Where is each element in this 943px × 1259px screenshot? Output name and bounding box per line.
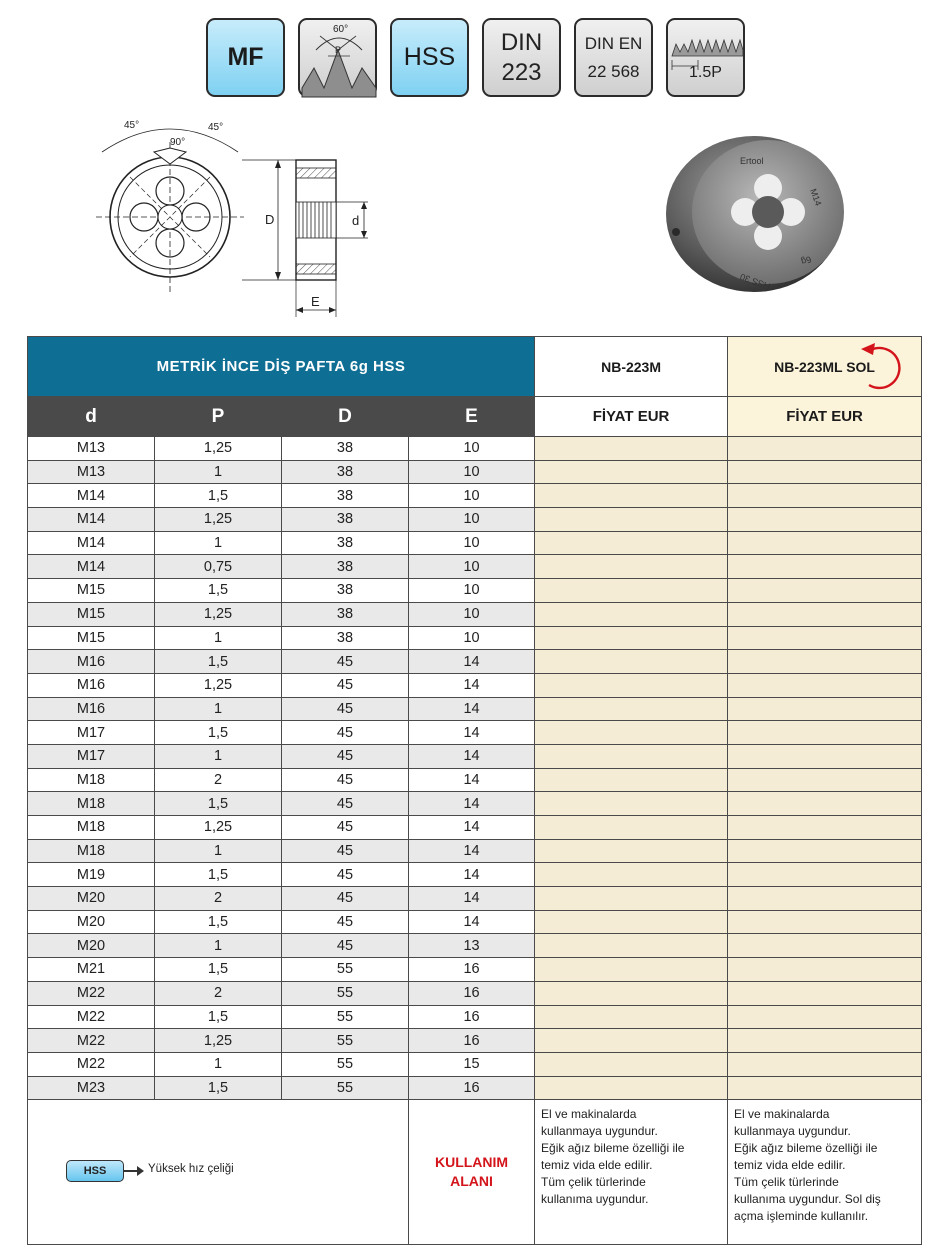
- cell-P: 1,25: [155, 816, 282, 840]
- spec-badges: [206, 18, 745, 97]
- price-cell-nb-223m: [535, 744, 728, 768]
- note-left-line: kullanmaya uygundur.: [734, 1124, 851, 1139]
- code-nb-223m: NB-223M: [535, 337, 728, 397]
- cell-P: 1,5: [155, 863, 282, 887]
- cell-E: 10: [409, 460, 535, 484]
- note-left-line: Tüm çelik türlerinde: [734, 1175, 839, 1190]
- col-header-price-left: FİYAT EUR: [728, 397, 922, 437]
- col-header-d: d: [28, 397, 155, 437]
- table-row: [28, 910, 922, 934]
- code-nb-223ml-sol: NB-223ML SOL: [774, 358, 875, 375]
- cell-P: 1: [155, 839, 282, 863]
- note-left-line: Eğik ağız bileme özelliği ile: [734, 1141, 878, 1156]
- price-cell-nb-223m: [535, 508, 728, 532]
- table-title: METRİK İNCE DİŞ PAFTA 6g HSS: [28, 337, 535, 397]
- angle-right-label: 45°: [208, 122, 224, 133]
- cell-P: 1,25: [155, 508, 282, 532]
- cell-d: M18: [28, 816, 155, 840]
- price-cell-nb-223ml-sol: [728, 437, 922, 461]
- note-left-line: açma işleminde kullanılır.: [734, 1209, 869, 1224]
- code-nb-223ml-sol-cell: [728, 337, 922, 397]
- cell-d: M23: [28, 1076, 155, 1100]
- table-row: [28, 602, 922, 626]
- cell-P: 1,25: [155, 1029, 282, 1053]
- table-row: [28, 1005, 922, 1029]
- price-cell-nb-223ml-sol: [728, 579, 922, 603]
- cell-E: 14: [409, 839, 535, 863]
- price-cell-nb-223m: [535, 484, 728, 508]
- cell-d: M17: [28, 744, 155, 768]
- cell-D: 45: [282, 910, 409, 934]
- cell-D: 45: [282, 792, 409, 816]
- cell-E: 16: [409, 1029, 535, 1053]
- cell-D: 55: [282, 1029, 409, 1053]
- table-row: [28, 721, 922, 745]
- cell-P: 0,75: [155, 555, 282, 579]
- price-cell-nb-223m: [535, 1005, 728, 1029]
- table-row: [28, 531, 922, 555]
- price-cell-nb-223m: [535, 531, 728, 555]
- chamfer-badge: [666, 18, 745, 97]
- cell-D: 45: [282, 934, 409, 958]
- legend-arrow-icon: [137, 1166, 144, 1176]
- legend-hss-chip: HSS: [66, 1160, 124, 1182]
- cell-d: M22: [28, 1052, 155, 1076]
- photo-stamp-size: M14: [808, 187, 824, 208]
- table-row: [28, 1052, 922, 1076]
- cell-D: 38: [282, 579, 409, 603]
- mf-label: MF: [227, 43, 264, 71]
- note-right-line: Eğik ağız bileme özelliği ile: [541, 1141, 685, 1156]
- left-hand-rotation-icon: [857, 341, 907, 391]
- din-en-badge: [574, 18, 653, 97]
- price-cell-nb-223m: [535, 579, 728, 603]
- cell-D: 55: [282, 981, 409, 1005]
- cell-P: 1: [155, 531, 282, 555]
- price-cell-nb-223ml-sol: [728, 555, 922, 579]
- price-cell-nb-223m: [535, 555, 728, 579]
- cell-E: 10: [409, 626, 535, 650]
- note-right-line: El ve makinalarda: [541, 1107, 637, 1122]
- price-cell-nb-223m: [535, 626, 728, 650]
- cell-d: M15: [28, 626, 155, 650]
- din-badge: [482, 18, 561, 97]
- cell-d: M22: [28, 981, 155, 1005]
- note-left-line: kullanıma uygundur. Sol diş: [734, 1192, 881, 1207]
- table-row: [28, 958, 922, 982]
- price-cell-nb-223ml-sol: [728, 697, 922, 721]
- cell-d: M16: [28, 697, 155, 721]
- d-label: d: [352, 213, 360, 228]
- photo-stamp-brand: Ertool: [740, 156, 764, 166]
- cell-P: 1,5: [155, 958, 282, 982]
- price-cell-nb-223m: [535, 697, 728, 721]
- usage-area-cell: [409, 1100, 535, 1245]
- usage-area-line1: KULLANIM: [434, 1154, 509, 1171]
- price-cell-nb-223ml-sol: [728, 910, 922, 934]
- cell-d: M18: [28, 768, 155, 792]
- cell-P: 1,5: [155, 792, 282, 816]
- price-cell-nb-223m: [535, 721, 728, 745]
- cell-E: 14: [409, 673, 535, 697]
- cell-E: 16: [409, 1076, 535, 1100]
- photo-stamp-tol: 6g: [799, 254, 813, 267]
- cell-D: 45: [282, 744, 409, 768]
- cell-d: M13: [28, 460, 155, 484]
- cell-D: 45: [282, 863, 409, 887]
- price-cell-nb-223ml-sol: [728, 744, 922, 768]
- price-cell-nb-223ml-sol: [728, 1076, 922, 1100]
- thread-profile-icon: [300, 20, 379, 99]
- cell-E: 14: [409, 721, 535, 745]
- cell-P: 1: [155, 460, 282, 484]
- table-row: [28, 697, 922, 721]
- cell-d: M20: [28, 910, 155, 934]
- D-label: D: [265, 212, 275, 227]
- cell-E: 10: [409, 531, 535, 555]
- cell-D: 45: [282, 768, 409, 792]
- cell-P: 1,25: [155, 437, 282, 461]
- cell-D: 45: [282, 650, 409, 674]
- price-cell-nb-223m: [535, 887, 728, 911]
- din-line1: DIN: [500, 28, 543, 56]
- cell-D: 45: [282, 839, 409, 863]
- price-cell-nb-223m: [535, 816, 728, 840]
- price-cell-nb-223ml-sol: [728, 863, 922, 887]
- cell-E: 10: [409, 579, 535, 603]
- cell-d: M22: [28, 1005, 155, 1029]
- angle-label: 60°: [333, 24, 349, 35]
- cell-E: 14: [409, 887, 535, 911]
- table-row: [28, 792, 922, 816]
- cell-d: M18: [28, 839, 155, 863]
- cell-P: 1,5: [155, 579, 282, 603]
- price-cell-nb-223ml-sol: [728, 626, 922, 650]
- note-left-line: temiz vida elde edilir.: [734, 1158, 846, 1173]
- angle-center-label: 90°: [170, 137, 186, 148]
- cell-d: M13: [28, 437, 155, 461]
- cell-D: 55: [282, 1005, 409, 1029]
- cell-P: 1,25: [155, 602, 282, 626]
- die-product-image: [660, 128, 860, 298]
- cell-D: 38: [282, 484, 409, 508]
- price-cell-nb-223ml-sol: [728, 531, 922, 555]
- price-cell-nb-223ml-sol: [728, 721, 922, 745]
- cell-P: 1,5: [155, 484, 282, 508]
- price-cell-nb-223ml-sol: [728, 792, 922, 816]
- photo-stamp-material: HSS 30: [738, 271, 772, 292]
- cell-E: 14: [409, 910, 535, 934]
- cell-D: 38: [282, 626, 409, 650]
- cell-D: 45: [282, 816, 409, 840]
- price-cell-nb-223ml-sol: [728, 887, 922, 911]
- price-cell-nb-223ml-sol: [728, 1052, 922, 1076]
- price-cell-nb-223m: [535, 981, 728, 1005]
- cell-D: 55: [282, 1076, 409, 1100]
- die-technical-drawing: [90, 112, 380, 322]
- price-cell-nb-223m: [535, 437, 728, 461]
- cell-E: 14: [409, 792, 535, 816]
- table-row: [28, 508, 922, 532]
- usage-area-line2: ALANI: [450, 1173, 493, 1190]
- legend-arrow-line: [124, 1170, 138, 1172]
- col-header-price-right: FİYAT EUR: [535, 397, 728, 437]
- table-row: [28, 626, 922, 650]
- hss-label: HSS: [403, 43, 456, 71]
- note-right-line: Tüm çelik türlerinde: [541, 1175, 646, 1190]
- price-cell-nb-223ml-sol: [728, 460, 922, 484]
- price-cell-nb-223ml-sol: [728, 1005, 922, 1029]
- cell-D: 38: [282, 508, 409, 532]
- cell-P: 1,25: [155, 673, 282, 697]
- cell-P: 2: [155, 768, 282, 792]
- cell-E: 16: [409, 981, 535, 1005]
- col-header-D: D: [282, 397, 409, 437]
- price-cell-nb-223m: [535, 910, 728, 934]
- cell-D: 38: [282, 531, 409, 555]
- cell-d: M14: [28, 484, 155, 508]
- thread-angle-badge: [298, 18, 377, 97]
- price-cell-nb-223m: [535, 934, 728, 958]
- din-line2: 223: [501, 58, 542, 86]
- cell-D: 38: [282, 460, 409, 484]
- note-right-line: kullanıma uygundur.: [541, 1192, 649, 1207]
- legend-cell: [28, 1100, 409, 1245]
- cell-E: 14: [409, 744, 535, 768]
- cell-d: M16: [28, 650, 155, 674]
- cell-E: 14: [409, 768, 535, 792]
- usage-note-right: [535, 1100, 728, 1245]
- usage-note-left: [728, 1100, 922, 1245]
- cell-P: 1,5: [155, 910, 282, 934]
- cell-D: 38: [282, 437, 409, 461]
- price-cell-nb-223ml-sol: [728, 839, 922, 863]
- din-en-line2: 22 568: [587, 61, 640, 81]
- cell-D: 38: [282, 602, 409, 626]
- cell-E: 10: [409, 437, 535, 461]
- table-row: [28, 673, 922, 697]
- table-row: [28, 1029, 922, 1053]
- col-header-P: P: [155, 397, 282, 437]
- chamfer-label: 1.5P: [689, 64, 722, 81]
- cell-P: 1: [155, 626, 282, 650]
- price-cell-nb-223m: [535, 863, 728, 887]
- cell-P: 1,5: [155, 721, 282, 745]
- cell-d: M18: [28, 792, 155, 816]
- price-cell-nb-223m: [535, 1076, 728, 1100]
- cell-d: M14: [28, 555, 155, 579]
- price-cell-nb-223m: [535, 768, 728, 792]
- cell-d: M15: [28, 602, 155, 626]
- mf-badge: [206, 18, 285, 97]
- table-body: [28, 437, 922, 1100]
- price-cell-nb-223m: [535, 460, 728, 484]
- note-left-line: El ve makinalarda: [734, 1107, 830, 1122]
- price-cell-nb-223ml-sol: [728, 650, 922, 674]
- price-cell-nb-223m: [535, 1052, 728, 1076]
- cell-E: 16: [409, 958, 535, 982]
- note-right-line: temiz vida elde edilir.: [541, 1158, 653, 1173]
- price-cell-nb-223m: [535, 650, 728, 674]
- price-cell-nb-223ml-sol: [728, 816, 922, 840]
- table-row: [28, 768, 922, 792]
- cell-P: 1,5: [155, 1005, 282, 1029]
- price-cell-nb-223ml-sol: [728, 508, 922, 532]
- cell-D: 45: [282, 697, 409, 721]
- table-row: [28, 650, 922, 674]
- cell-E: 13: [409, 934, 535, 958]
- table-row: [28, 744, 922, 768]
- price-cell-nb-223ml-sol: [728, 934, 922, 958]
- price-cell-nb-223ml-sol: [728, 768, 922, 792]
- table-row: [28, 1076, 922, 1100]
- price-cell-nb-223ml-sol: [728, 673, 922, 697]
- table-row: [28, 484, 922, 508]
- cell-d: M20: [28, 934, 155, 958]
- cell-P: 1,5: [155, 1076, 282, 1100]
- cell-P: 2: [155, 887, 282, 911]
- cell-d: M21: [28, 958, 155, 982]
- cell-E: 10: [409, 602, 535, 626]
- cell-E: 15: [409, 1052, 535, 1076]
- note-right-line: kullanmaya uygundur.: [541, 1124, 658, 1139]
- cell-E: 14: [409, 816, 535, 840]
- cell-P: 1,5: [155, 650, 282, 674]
- cell-E: 10: [409, 508, 535, 532]
- cell-E: 10: [409, 555, 535, 579]
- table-row: [28, 816, 922, 840]
- cell-d: M16: [28, 673, 155, 697]
- price-cell-nb-223ml-sol: [728, 958, 922, 982]
- price-cell-nb-223m: [535, 958, 728, 982]
- col-header-E: E: [409, 397, 535, 437]
- cell-E: 14: [409, 650, 535, 674]
- price-cell-nb-223ml-sol: [728, 981, 922, 1005]
- table-row: [28, 981, 922, 1005]
- price-cell-nb-223ml-sol: [728, 484, 922, 508]
- cell-P: 1: [155, 934, 282, 958]
- cell-d: M15: [28, 579, 155, 603]
- table-row: [28, 839, 922, 863]
- cell-E: 16: [409, 1005, 535, 1029]
- cell-d: M17: [28, 721, 155, 745]
- cell-d: M22: [28, 1029, 155, 1053]
- cell-d: M14: [28, 531, 155, 555]
- cell-E: 10: [409, 484, 535, 508]
- cell-P: 1: [155, 697, 282, 721]
- price-cell-nb-223m: [535, 839, 728, 863]
- price-cell-nb-223ml-sol: [728, 602, 922, 626]
- cell-d: M19: [28, 863, 155, 887]
- table-row: [28, 460, 922, 484]
- table-row: [28, 887, 922, 911]
- angle-left-label: 45°: [124, 120, 140, 131]
- cell-D: 45: [282, 887, 409, 911]
- cell-D: 38: [282, 555, 409, 579]
- price-table: [27, 336, 921, 1245]
- cell-E: 14: [409, 697, 535, 721]
- table-row: [28, 555, 922, 579]
- cell-P: 1: [155, 744, 282, 768]
- price-cell-nb-223m: [535, 1029, 728, 1053]
- cell-d: M14: [28, 508, 155, 532]
- pitch-label: P: [335, 45, 342, 55]
- cell-d: M20: [28, 887, 155, 911]
- cell-D: 45: [282, 673, 409, 697]
- chamfer-thread-icon: [668, 20, 747, 99]
- price-cell-nb-223ml-sol: [728, 1029, 922, 1053]
- cell-P: 2: [155, 981, 282, 1005]
- cell-E: 14: [409, 863, 535, 887]
- din-en-line1: DIN EN: [584, 33, 643, 53]
- cell-D: 45: [282, 721, 409, 745]
- E-label: E: [311, 294, 320, 309]
- price-cell-nb-223m: [535, 602, 728, 626]
- table-row: [28, 579, 922, 603]
- cell-D: 55: [282, 1052, 409, 1076]
- table-row: [28, 934, 922, 958]
- cell-D: 55: [282, 958, 409, 982]
- table-row: [28, 437, 922, 461]
- price-cell-nb-223m: [535, 673, 728, 697]
- price-cell-nb-223m: [535, 792, 728, 816]
- table-row: [28, 863, 922, 887]
- cell-P: 1: [155, 1052, 282, 1076]
- hss-badge: [390, 18, 469, 97]
- legend-text: Yüksek hız çeliği: [148, 1163, 234, 1176]
